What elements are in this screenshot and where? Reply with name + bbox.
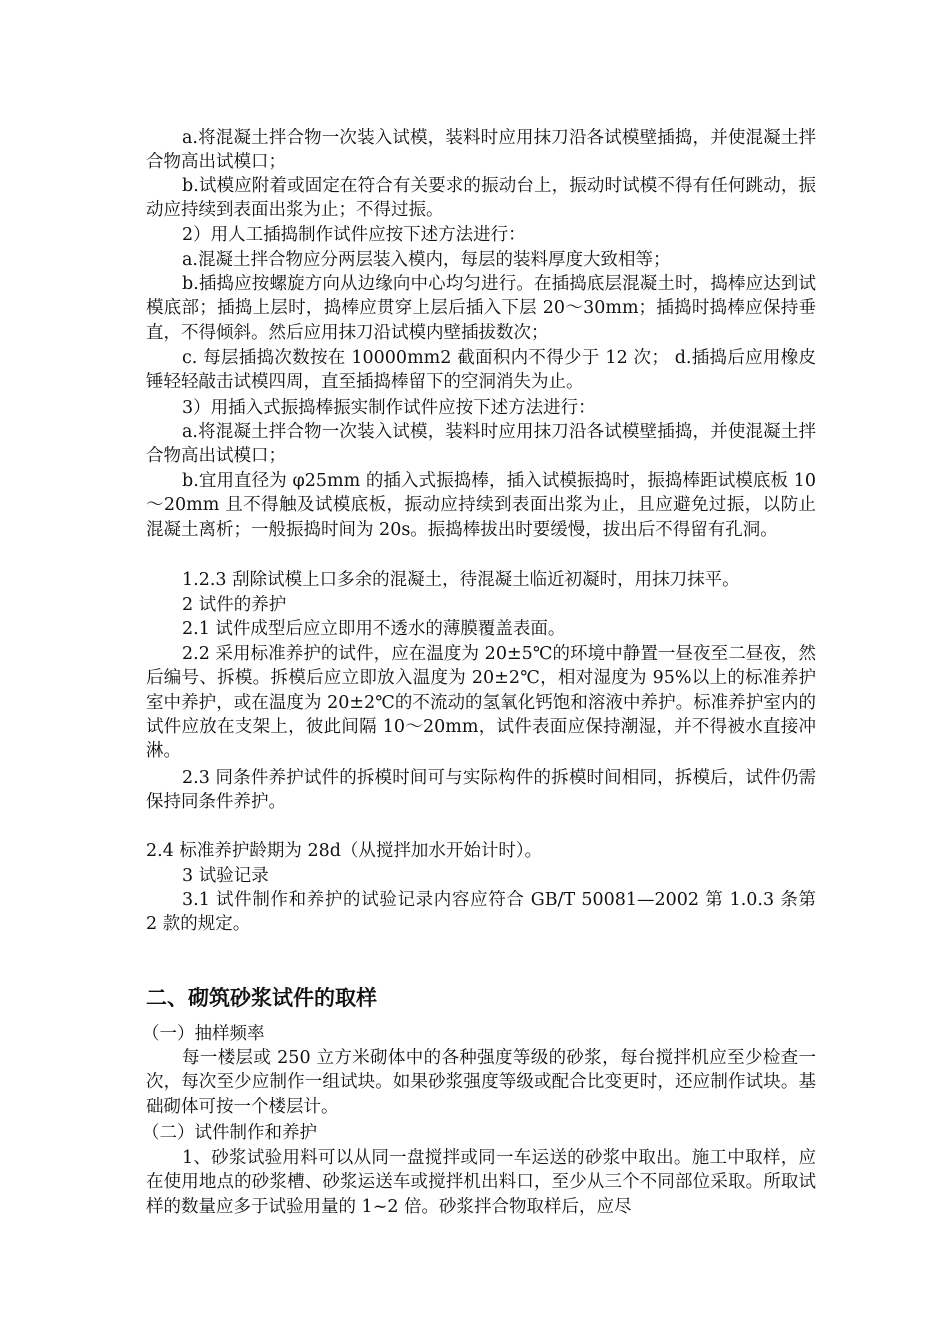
paragraph-13: 2.2 采用标准养护的试件，应在温度为 20±5℃的环境中静置一昼夜至二昼夜，然后编号、拆模。拆模后应立即放入温度为 20±2℃，相对湿度为 95%以上的标准养护室中养护，或在温度为 20±2℃的不流动的氢氧化钙饱和溶液中养护。标准养护室内的试件应放在支架上，彼此间隔 10～20mm，试件表面应保持潮湿，并不得被水直接冲淋。 <box>146 644 816 762</box>
section-paragraph-2: 1、砂浆试验用料可以从同一盘搅拌或同一车运送的砂浆中取出。施工中取样，应在使用地点的砂浆槽、砂浆运送车或搅拌机出料口，至少从三个不同部位采取。所取试样的数量应多于试验用量的 1~2 倍。砂浆拌合物取样后，应尽 <box>146 1148 816 1217</box>
section-heading: 二、砌筑砂浆试件的取样 <box>146 986 377 1010</box>
paragraph-1: a.将混凝土拌合物一次装入试模，装料时应用抹刀沿各试模壁插捣，并使混凝土拌合物高出试模口； <box>146 128 816 173</box>
paragraph-5: b.插捣应按螺旋方向从边缘向中心均匀进行。在插捣底层混凝土时，捣棒应达到试模底部；插捣上层时，捣棒应贯穿上层后插入下层 20～30mm；插捣时捣棒应保持垂直，不得倾斜。然后应用抹刀沿试模内壁插拔数次； <box>146 274 816 343</box>
paragraph-9: b.宜用直径为 φ25mm 的插入式振捣棒，插入试模振捣时，振捣棒距试模底板 10～20mm 且不得触及试模底板，振动应持续到表面出浆为止，且应避免过振，以防止混凝土离析；一般振捣时间为 20s。振捣棒拔出时要缓慢，拔出后不得留有孔洞。 <box>146 471 816 540</box>
section-paragraph-1: 每一楼层或 250 立方米砌体中的各种强度等级的砂浆，每台搅拌机应至少检查一次，每次至少应制作一组试块。如果砂浆强度等级或配合比变更时，还应制作试块。基础砌体可按一个楼层计。 <box>146 1048 816 1117</box>
paragraph-8: a.将混凝土拌合物一次装入试模，装料时应用抹刀沿各试模壁插捣，并使混凝土拌合物高出试模口； <box>146 422 816 467</box>
paragraph-2: b.试模应附着或固定在符合有关要求的振动台上，振动时试模不得有任何跳动，振动应持续到表面出浆为止；不得过振。 <box>146 176 816 221</box>
paragraph-10: 1.2.3 刮除试模上口多余的混凝土，待混凝土临近初凝时，用抹刀抹平。 <box>182 570 740 590</box>
section-subheading-2: （二）试件制作和养护 <box>142 1123 317 1143</box>
paragraph-11: 2 试件的养护 <box>182 595 287 615</box>
section-subheading-1: （一）抽样频率 <box>142 1024 265 1044</box>
paragraph-12: 2.1 试件成型后应立即用不透水的薄膜覆盖表面。 <box>182 619 566 639</box>
paragraph-17: 3.1 试件制作和养护的试验记录内容应符合 GB/T 50081—2002 第 1.0.3 条第 2 款的规定。 <box>146 890 816 935</box>
paragraph-6: c. 每层插捣次数按在 10000mm2 截面积内不得少于 12 次； d.插捣后应用橡皮锤轻轻敲击试模四周，直至插捣棒留下的空洞消失为止。 <box>146 348 816 393</box>
paragraph-3: 2）用人工插捣制作试件应按下述方法进行： <box>182 225 526 245</box>
paragraph-16: 3 试验记录 <box>182 866 269 886</box>
paragraph-4: a.混凝土拌合物应分两层装入模内，每层的装料厚度大致相等； <box>182 250 671 270</box>
paragraph-7: 3）用插入式振捣棒振实制作试件应按下述方法进行： <box>182 398 596 418</box>
paragraph-15: 2.4 标准养护龄期为 28d（从搅拌加水开始计时）。 <box>146 841 543 861</box>
paragraph-14: 2.3 同条件养护试件的拆模时间可与实际构件的拆模时间相同，拆模后，试件仍需保持同条件养护。 <box>146 768 816 813</box>
